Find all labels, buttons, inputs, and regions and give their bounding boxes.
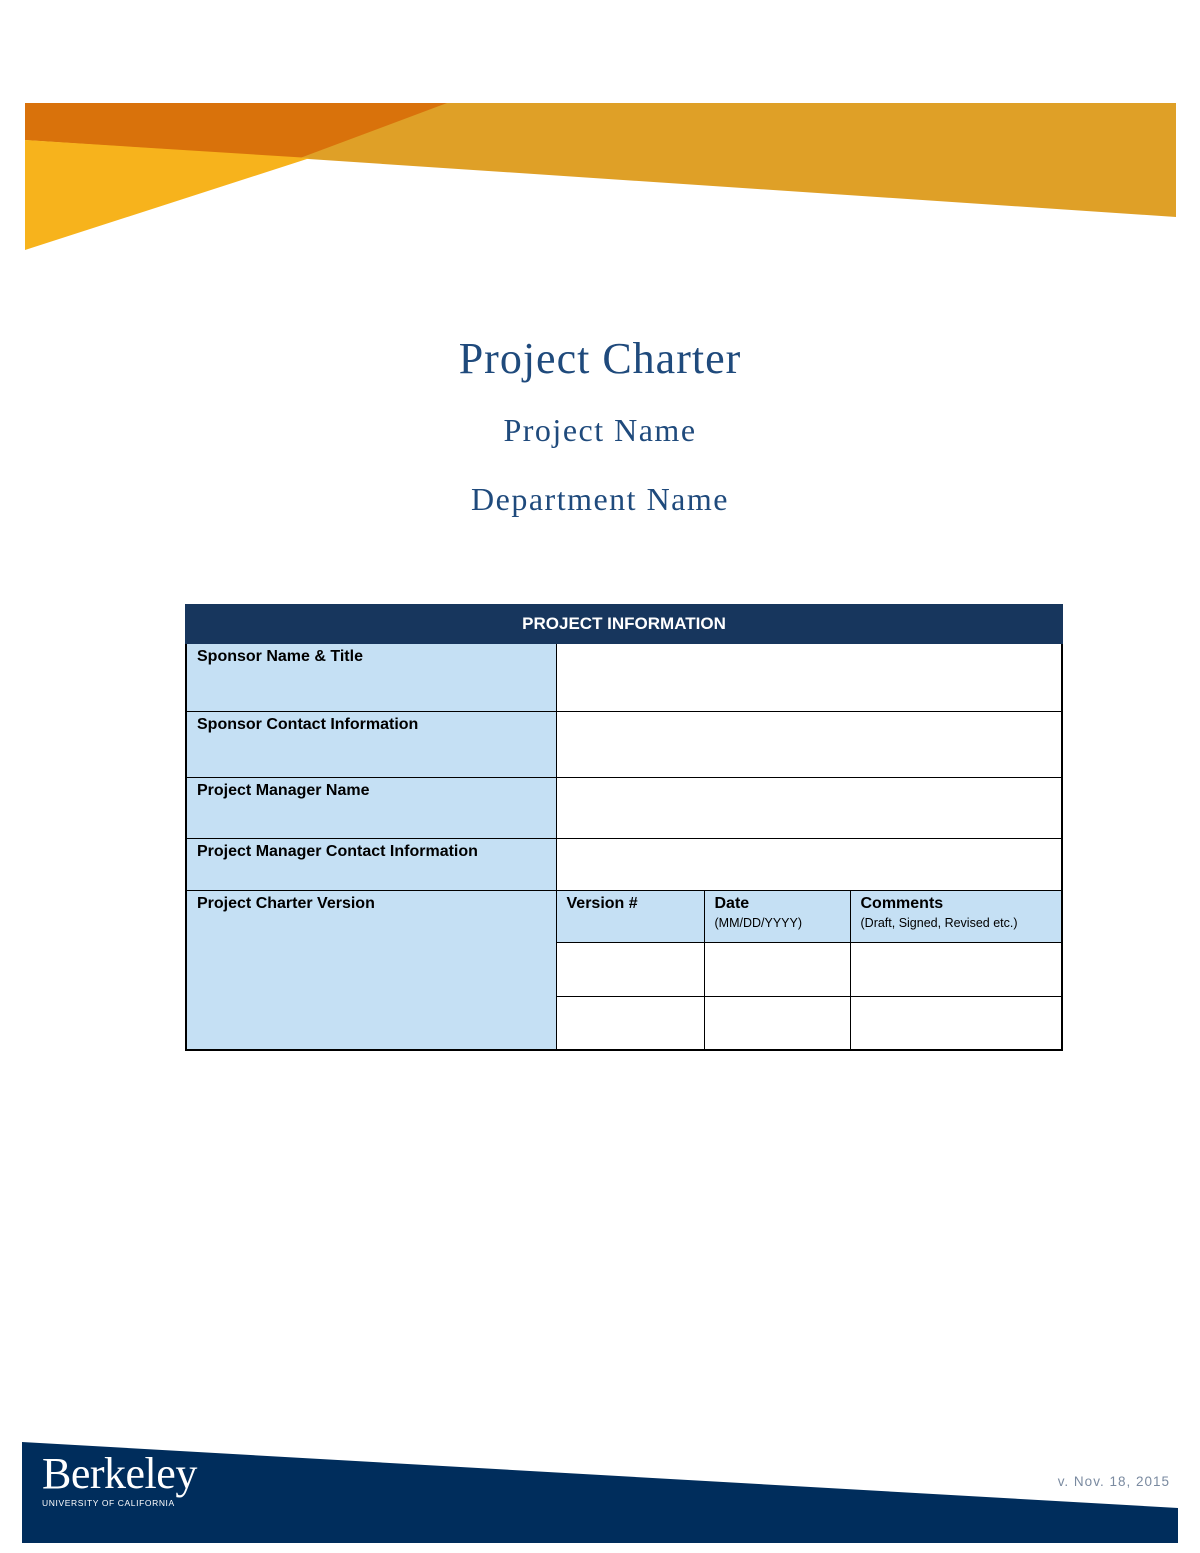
pm-name-field[interactable]	[556, 777, 1062, 838]
project-name: Project Name	[503, 412, 697, 448]
project-information-table	[185, 604, 1063, 1051]
comments-column-header	[850, 890, 1062, 942]
sponsor-name-field[interactable]	[556, 643, 1062, 711]
comments-column-hint: (Draft, Signed, Revised etc.)	[860, 915, 1018, 930]
charter-version-label: Project Charter Version	[186, 890, 556, 1050]
version-entry-1[interactable]	[556, 942, 704, 996]
comments-entry-2[interactable]	[850, 996, 1062, 1050]
sponsor-contact-field[interactable]	[556, 711, 1062, 777]
date-column-header	[704, 890, 850, 942]
pm-contact-label: Project Manager Contact Information	[186, 838, 556, 890]
table-header: PROJECT INFORMATION	[186, 605, 1062, 643]
version-entry-2[interactable]	[556, 996, 704, 1050]
date-column-format: (MM/DD/YYYY)	[714, 915, 802, 930]
version-note: v. Nov. 18, 2015	[1057, 1474, 1170, 1489]
comments-entry-1[interactable]	[850, 942, 1062, 996]
pm-name-label: Project Manager Name	[186, 777, 556, 838]
version-column-header	[556, 890, 704, 942]
date-entry-1[interactable]	[704, 942, 850, 996]
date-column-title: Date	[714, 894, 750, 912]
sponsor-name-label: Sponsor Name & Title	[186, 643, 556, 711]
berkeley-wordmark: Berkeley	[42, 1449, 197, 1498]
pm-contact-field[interactable]	[556, 838, 1062, 890]
date-entry-2[interactable]	[704, 996, 850, 1050]
department-name: Department Name	[471, 481, 729, 517]
version-column-title: Version #	[566, 894, 638, 912]
banner-yellow-band	[25, 140, 310, 250]
document-title: Project Charter	[458, 334, 742, 383]
top-banner-graphic	[0, 0, 1200, 260]
university-subline: UNIVERSITY OF CALIFORNIA	[42, 1498, 175, 1508]
berkeley-logo	[42, 1449, 197, 1508]
sponsor-contact-label: Sponsor Contact Information	[186, 711, 556, 777]
comments-column-title: Comments	[860, 894, 944, 912]
